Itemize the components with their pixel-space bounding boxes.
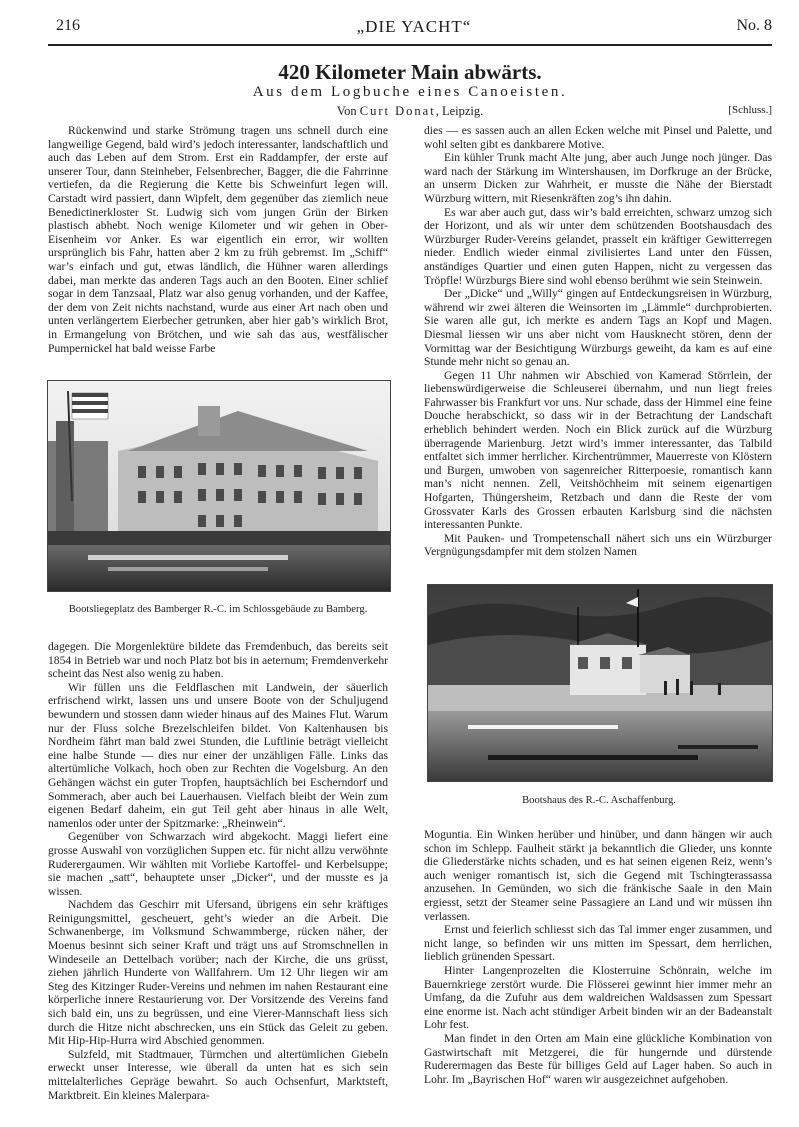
column-right-bottom bbox=[424, 828, 772, 1104]
paragraph: Mit Pauken- und Trompetenschall nähert sich uns ein Würzburger Vergnügungsdampfer mit dem stolzen Namen bbox=[424, 531, 772, 559]
author-name: Curt Donat bbox=[359, 104, 436, 118]
byline-prefix: Von bbox=[336, 104, 357, 118]
photo-aschaffenburg-illustration bbox=[428, 585, 772, 781]
photo-bamberg-boathouse bbox=[47, 380, 391, 592]
paragraph: Sulzfeld, mit Stadtmauer, Türmchen und altertümlichen Giebeln erweckt unser Interesse, wie überall da unten hat es sich sein mittelalterliches Gepräge bewahrt. So auch Ochsenfurt, Marktsteft, Marktbreit. Ein kleines Malerpara- bbox=[48, 1047, 388, 1102]
paragraph: Wir füllen uns die Feldflaschen mit Landwein, der säuerlich erfrischend wirkt, lassen uns und unsere Boote von der Schuljugend bewundern und stossen dann wieder hinaus auf des Maines Flut. Warum nur der Fluss solche Brezelschleifen bildet. Von Kaltenhausen bis Nordheim fährt man bald zwei Stunden, die Luftlinie beträgt vielleicht eine halbe Stunde — dies nur einer der unzähligen Fälle. Links das altertümliche Volkach, hoch oben zur Rechten die Vogelsburg. An den Gehängen wächst ein guter Tropfen, hauptsächlich bei Escherndorf und Sommerach, aber auch bei Lauerhausen. Vielfach bleibt der Wein zum eigenen Bedarf daheim, ein gut Teil geht aber hinaus in alle Welt, namenlos oder unter der Spitzmarke: „Rheinwein“. bbox=[48, 680, 388, 830]
paragraph: Es war aber auch gut, dass wir’s bald erreichten, schwarz umzog sich der Horizont, und als wir unter dem schützenden Bootshausdach des Würzburger Ruder-Vereins gelandet, prasselt ein kräftiger Gewitterregen nieder. Endlich wieder einmal zivilisiertes Land unter den Füssen, anständiges Quartier und einen guten Happen, nicht zu vergessen das Tröpfle! Würzburgs Biere sind wohl ebenso berühmt wie sein Steinwein. bbox=[424, 205, 772, 287]
continuation-note: [Schluss.] bbox=[728, 104, 772, 116]
column-left-top bbox=[48, 124, 388, 378]
author-place: , Leipzig. bbox=[435, 104, 484, 118]
column-right-top bbox=[424, 124, 772, 582]
paragraph: Hinter Langenprozelten die Klosterruine Schönrain, welche im Bauernkriege zerstört wurde. Die Flösserei gewinnt hier immer mehr an Umfang, da die Zufuhr aus dem waldreichen Waldsassen zum Spessart eine enorme ist. Nach acht stündiger Arbeit binden wir an der Badeanstalt Lohr fest. bbox=[424, 963, 772, 1032]
page-number: 216 bbox=[56, 17, 80, 34]
header-rule bbox=[48, 44, 772, 46]
page-header bbox=[56, 17, 772, 39]
article-title: 420 Kilometer Main abwärts. bbox=[278, 60, 542, 84]
paragraph: dagegen. Die Morgenlektüre bildete das Fremdenbuch, das bereits seit 1854 in Betrieb war und noch Platz bot bis in aeternum; Fremdenverkehr scheint das Nest also wenig zu haben. bbox=[48, 640, 388, 681]
paragraph: Man findet in den Orten am Main eine glückliche Kombination von Gastwirtschaft mit Metzgerei, die für hungernde und dürstende Ruderermagen das Beste für billiges Geld auf Lager haben. So auch in Lohr. Im „Bayrischen Hof“ waren wir ausgezeichnet aufgehoben. bbox=[424, 1031, 772, 1086]
column-left-bottom bbox=[48, 640, 388, 1110]
article-subtitle: Aus dem Logbuche eines Canoeisten. bbox=[252, 84, 568, 100]
paragraph: Ein kühler Trunk macht Alte jung, aber auch Junge noch jünger. Das ward nach der Stärkung im Wintershausen, im Dorfkruge an der Brücke, an unserm Dicken zur Wahrheit, er musste die Nähe der Bierstadt Würzburg wittern, mit Riesenkräften zog’s ihn dahin. bbox=[424, 151, 772, 205]
paragraph: Rückenwind und starke Strömung tragen uns schnell durch eine langweilige Gegend, bald wird’s jedoch interessanter, landschaftlich und auch das Leben auf dem Strom. Erst ein Raddampfer, der erste auf unserer Tour, dann Steinheber, Felsenbrecher, Bagger, die die Fahrrinne vertiefen, da die Regierung die Kette bis Schweinfurt legen will. Carstadt wird passiert, dann Wipfelt, dem gegenüber das ziemlich neue Benedictinerkloster St. Ludwig sich vom jungen Grün der Birken plastisch abhebt. Noch wenige Kilometer und wir gehen in Ober-Eisenheim vor Anker. Es war eigentlich ein error, wir wollten ursprünglich bis Fahr, hatten aber 2 km zu früh gebremst. Im „Schiff“ war’s einfach und gut, etwas ländlich, die Hühner waren allerdings dabei, man merkte das anderen Tags auch an den Booten. Einer schlief sogar in dem Tanzsaal, Platz war also genug vorhanden, und der Kaffee, der dem von Zeit nichts nachstand, wurde aus einer Art nach oben und unten verlängertem Eierbecher getrunken, aber hier gab’s wirklich Brot, in Ermangelung von Brötchen, und wie sah das aus, westfälischer Pumpernickel hat bald weisse Farbe bbox=[48, 124, 388, 355]
paragraph: dies — es sassen auch an allen Ecken welche mit Pinsel und Palette, und wohl selten gibt es dankbarere Motive. bbox=[424, 124, 772, 151]
issue-number: No. 8 bbox=[736, 17, 772, 34]
photo-aschaffenburg-boathouse bbox=[427, 584, 773, 782]
photo-aschaffenburg-caption: Bootshaus des R.-C. Aschaffenburg. bbox=[522, 795, 676, 806]
paragraph: Der „Dicke“ und „Willy“ gingen auf Entdeckungsreisen in Würzburg, während wir zwei älteren die Weinsorten im „Lämmle“ durchprobierten. Sie waren alle gut, ich merkte es andern Tags an Kopf und Magen. Diesmal liessen wir uns aber nicht vom Hausknecht stören, denn der Vormittag war der Besichtigung Würzburgs geweiht, da kam es auf eine Stunde mehr nicht so genau an. bbox=[424, 287, 772, 369]
journal-title: „DIE YACHT“ bbox=[356, 17, 472, 36]
paragraph: Ernst und feierlich schliesst sich das Tal immer enger zusammen, und nicht lange, so befinden wir uns mitten im Spessart, dem herrlichen, lieblich grünenden Spessart. bbox=[424, 923, 772, 964]
article-byline bbox=[48, 104, 772, 119]
paragraph: Gegen 11 Uhr nahmen wir Abschied von Kamerad Störrlein, der liebenswürdigerweise die Schleuserei übernahm, und nun liegt freies Fahrwasser bis Frankfurt vor uns. Nur schade, dass der Himmel eine feine Douche herabschickt, so dass wir in der Betrachtung der Landschaft erheblich behindert werden. Noch ein Blick zurück auf die Würzburg überragende Marienburg. Jetzt wird’s immer interessanter, das Talbild entfaltet sich immer herrlicher. Kirchentrümmer, Mauerreste von Klöstern und Burgen, umwoben von sagenreicher Ritterpoesie, romantisch kann man’s nicht nennen. Zell, Veitshöchheim mit seinem eigenartigen Hofgarten, Thüngersheim, Retzbach und dann die Reste der vom Grossvater Karls des Grossen erbauten Karlsburg sind die nächsten interessanten Punkte. bbox=[424, 368, 772, 532]
photo-bamberg-illustration bbox=[48, 381, 390, 591]
paragraph: Moguntia. Ein Winken herüber und hinüber, und dann hängen wir auch schon im Schlepp. Faulheit stärkt ja bekanntlich die Glieder, uns konnte die Gliederstärke nichts schaden, und es hat seinen eigenen Reiz, wenn’s auch weniger romantisch ist, sich die Gegend mit Tschingterassassa anzusehen. In Gemünden, wo sich die fränkische Saale in den Main ergiesst, setzt der Steamer seine Passagiere an Land und wir müssen ihn verlassen. bbox=[424, 828, 772, 923]
paragraph: Gegenüber von Schwarzach wird abgekocht. Maggi liefert eine grosse Auswahl von vorzüglichen Suppen etc. für nicht allzu verwöhnte Ruderergaumen. Wir wählten mit Vorliebe Kartoffel- und Kerbelsuppe; sie machen „satt“, behauptete unser „Dicker“, und der musste es ja wissen. bbox=[48, 830, 388, 898]
paragraph: Nachdem das Geschirr mit Ufersand, übrigens ein sehr kräftiges Reinigungsmittel, gescheuert, geht’s wieder an die Arbeit. Die Schwanenberge, im Volksmund Schwammberge, rücken näher, der Moenus besinnt sich seiner Kraft und trägt uns auf Stromschnellen in Windeseile an Dettelbach vorüber; nach der Kirche, die uns grüsst, ziehen jährlich Hunderte von Wallfahrern. Um 12 Uhr liegen wir am Steg des Kitzinger Ruder-Vereins und nehmen im nahen Restaurant eine körperliche innere Restaurierung vor. Der Vorsitzende des Vereins fand sich bald ein, uns zu begrüssen, und eine Vierer-Mannschaft liess sich durch die Hitze nicht abschrecken, uns ein Stück das Geleit zu geben. Mit Hip-Hip-Hurra wird Abschied genommen. bbox=[48, 898, 388, 1048]
photo-bamberg-caption: Bootsliegeplatz des Bamberger R.-C. im Schlossgebäude zu Bamberg. bbox=[68, 604, 368, 615]
